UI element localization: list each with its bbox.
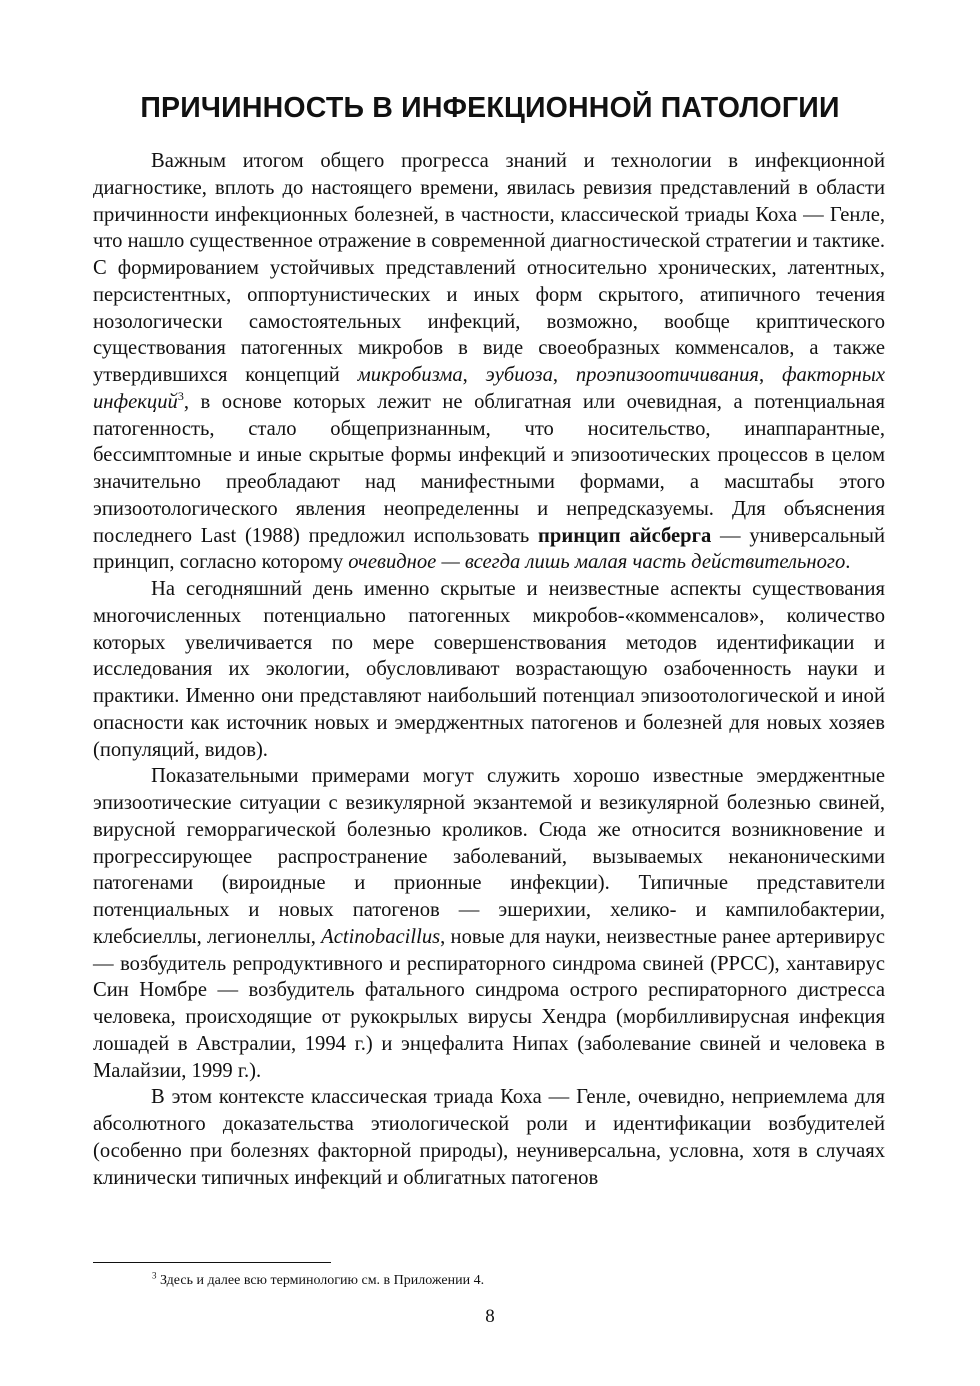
- iceberg-principle: принцип айсберга: [538, 524, 712, 547]
- page-number: 8: [485, 1306, 495, 1327]
- paragraph-3-text-a: Показательными примерами могут служить хорошо известные эмерджентные эпизоотические ситуации с везикулярной экзантемой и везикулярной болезнью свиней, вирусной геморрагической болезнью кроликов. Сюда же относится возникновение и прогрессирующее распространение заболеваний, вызываемых неканоническими патогенами (вироидные и прионные инфекции). Типичные представители потенциальных и новых патогенов — эшерихии, хелико- и кампилобактерии, клебсиеллы, легионеллы,: [93, 765, 885, 948]
- paragraph-3: [93, 763, 885, 1084]
- paragraph-1-text-c: — универсальный принцип, согласно которому: [93, 524, 885, 574]
- term-proepizootization: проэпизоотичивания: [575, 364, 759, 386]
- footnote-text: Здесь и далее всю терминологию см. в Приложении 4.: [156, 1273, 485, 1288]
- term-separator: ,: [758, 364, 782, 386]
- term-eubiosis: эубиоза: [485, 364, 553, 386]
- paragraph-4: В этом контексте классическая триада Коха — Генле, очевидно, неприемлема для абсолютного доказательства этиологической роли и идентификации возбудителей (особенно при болезнях факторной природы), неуниверсальна, условна, хотя в случаях клинически типичных инфекций и облигатных патогенов: [93, 1086, 885, 1189]
- paragraph-1-text-b: , в основе которых лежит не облигатная или очевидная, а потенциальная патогенность, стало общепризнанным, что носительство, инаппарантные, бессимптомные и иные скрытые формы инфекций и эпизоотических процессов в целом значительно преобладают над манифестными формами, а масштабы этого эпизоотологического явления неопределенны и непредсказуемы. Для объяснения последнего Last (1988) предложил использовать: [93, 390, 885, 547]
- footnote: [152, 1272, 484, 1290]
- term-factor-infections: факторных инфекций: [93, 364, 885, 413]
- page-title: ПРИЧИННОСТЬ В ИНФЕКЦИОННОЙ ПАТОЛОГИИ: [140, 92, 840, 124]
- paragraph-3-text-b: , новые для науки, неизвестные ранее артеривирус — возбудитель репродуктивного и респираторного синдрома свиней (РРСС), хантавирус Син Номбре — возбудитель фатального синдрома острого респираторного дистресса человека, происходящие от рукокрылых вирусы Хендра (морбилливирусная инфекция лошадей в Австралии, 1994 г.) и энцефалита Нипах (заболевание свиней и человека в Малайзии, 1999 г.).: [93, 925, 886, 1082]
- paragraph-2: На сегодняшний день именно скрытые и неизвестные аспекты существования многочисленных потенциально патогенных микробов-«комменсалов», количество которых увеличивается по мере совершенствования методов идентификации и исследования их экологии, обусловливают возрастающую озабоченность науки и практики. Именно они представляют наибольший потенциал эпизоотологической и иной опасности как источник новых и эмерджентных патогенов и болезней для новых хозяев (популяций, видов).: [93, 578, 885, 761]
- main-text: [93, 148, 885, 1191]
- term-separator: ,: [552, 364, 576, 386]
- paragraph-1-text-a: Важным итогом общего прогресса знаний и технологии в инфекционной диагностике, вплоть до настоящего времени, явилась ревизия представлений в области причинности инфекционных болезней, в частности, классической триады Коха — Генле, что нашло существенное отражение в современной диагностической стратегии и тактике. С формированием устойчивых представлений относительно хронических, латентных, персистентных, оппортунистических и иных форм скрытого, атипичного течения нозологически самостоятельных инфекций, возможно, вообще криптического существования патогенных микробов в виде своеобразных комменсалов, а также утвердившихся концепций: [93, 150, 885, 386]
- footnote-reference: 3: [177, 388, 184, 403]
- pathogen-name-actinobacillus: Actinobacillus: [321, 925, 441, 948]
- term-separator: ,: [462, 364, 486, 386]
- paragraph-1-end: .: [845, 551, 851, 574]
- term-microbism: микробизма: [357, 364, 463, 386]
- footnote-marker: 3: [152, 1270, 157, 1281]
- principle-quote: очевидное — всегда лишь малая часть действительного: [348, 551, 846, 574]
- paragraph-1: [93, 148, 885, 576]
- footnote-divider: [93, 1262, 331, 1263]
